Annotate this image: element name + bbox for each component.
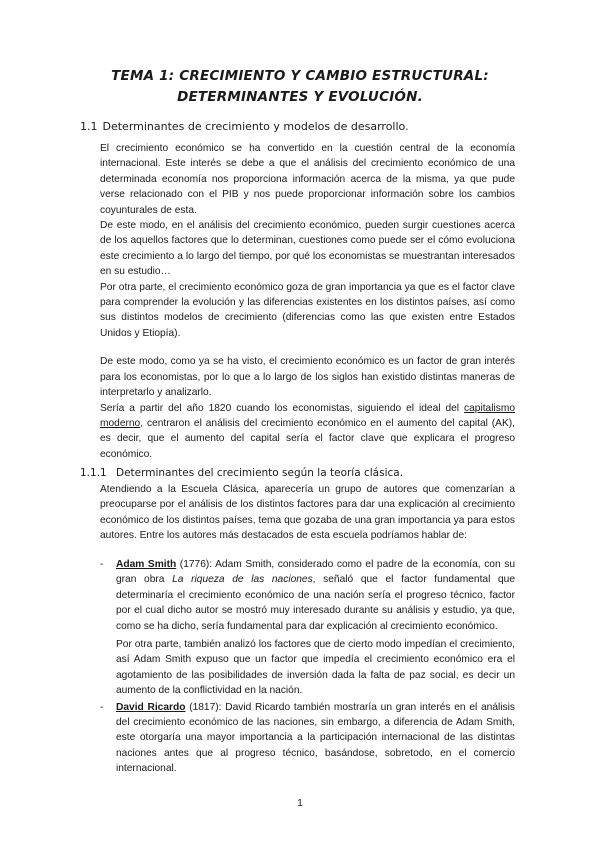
author-link[interactable]: Adam Smith <box>116 559 177 570</box>
paragraph: Atendiendo a la Escuela Clásica, aparecería un grupo de autores que comenzarían a preocuparse por el análisis de los distintos factores para dar una explicación al crecimiento económico de los distintos países, tema que gozaba de una gran importancia ya para estos autores. Entre los autores más destacados de esta escuela podríamos hablar de: <box>100 484 515 542</box>
link-moderno[interactable]: moderno <box>100 417 141 429</box>
paragraph-text: Sería a partir del año 1820 cuando los economistas, siguiendo el ideal del <box>100 402 465 414</box>
paragraph: De este modo, como ya se ha visto, el crecimiento económico es un factor de gran interés para los economistas, por lo que a lo largo de los siglos han existido distintas maneras de interpretarlo y analizarlo. <box>100 356 515 399</box>
paragraph: El crecimiento económico se ha convertido en la cuestión central de la economía internacional. Este interés se debe a que el análisis del crecimiento económico de una determinada economía nos proporciona información acerca de la misma, ya que pude verse relacionado con el PIB y nos puede proporcionar información sobre los cambios coyunturales de esta. <box>100 143 515 216</box>
author-link[interactable]: David Ricardo <box>116 701 186 713</box>
section-heading <box>80 120 409 134</box>
list-item: - David Ricardo (1817): David Ricardo también mostraría un gran interés en el análisis del crecimiento económico de las naciones, sin embargo, a diferencia de Adam Smith, este otorgaría una mayor importancia a la participación internacional de las distintas naciones antes que al progreso técnico, basándose, sobretodo, en el comercio internacional. <box>100 701 515 775</box>
list-item: - Adam Smith (1776): Adam Smith, considerado como el padre de la economía, con su gran obra La riqueza de las naciones, señaló que el factor fundamental que determinaría el crecimiento económico de una nación sería el progreso técnico, factor por el cual dicho autor se mostró muy interesado durante su análisis y estudio, ya que, como se ha dicho, sería fundamental para dar explicación al crecimiento económico. Por otra parte, también analizó los factores que de cierto modo impedían el crecimiento, así Adam Smith expuso que un factor que impedía el crecimiento económico era el agotamiento de las posibilidades de inversión dada la falta de paz social, es decir un aumento de la conflictividad en la nación. <box>100 557 515 699</box>
paragraph-text: , centraron el análisis del crecimiento económico en el aumento del capital (AK), es decir, que el aumento del capital sería el factor clave que explicara el progreso económico. <box>100 417 515 460</box>
list-dash: - <box>100 701 104 713</box>
section-body <box>100 141 515 462</box>
page-number: 1 <box>297 798 303 809</box>
paragraph: De este modo, en el análisis del crecimiento económico, pueden surgir cuestiones acerca de los aquellos factores que lo determinan, cuestiones como puede ser el cómo evoluciona este crecimiento a lo largo del tiempo, por qué los economistas se muestrantan interesados en su estudio… <box>100 220 515 278</box>
link-capitalismo[interactable]: capitalismo <box>464 402 515 414</box>
subsection-heading <box>80 466 403 480</box>
subsection-number: 1.1.1 <box>80 467 107 479</box>
list-dash: - <box>100 559 104 570</box>
author-list <box>100 557 515 777</box>
subsection-heading-text: Determinantes del crecimiento según la teoría clásica. <box>116 467 404 479</box>
subsection-intro <box>100 482 515 544</box>
paragraph: Por otra parte, el crecimiento económico goza de gran importancia ya que es el factor clave para comprender la evolución y las diferencias existentes en los distintos países, así como sus distintos modelos de crecimiento (diferencias como las que existen entre Estados Unidos y Etiopía). <box>100 281 515 339</box>
section-number: 1.1 <box>80 120 98 133</box>
book-title: La riqueza de las naciones <box>172 574 313 586</box>
paragraph: Por otra parte, también analizó los factores que de cierto modo impedían el crecimiento, así Adam Smith expuso que un factor que impedía el crecimiento económico era el agotamiento de las posibilidades de inversión dada la falta de paz social, es decir un aumento de la conflictividad en la nación. <box>116 639 515 697</box>
paragraph <box>100 401 515 463</box>
document-title: TEMA 1: CRECIMIENTO Y CAMBIO ESTRUCTURAL: DETERMINANTES Y EVOLUCIÓN. <box>111 68 489 105</box>
section-heading-text: Determinantes de crecimiento y modelos de desarrollo. <box>102 120 409 133</box>
